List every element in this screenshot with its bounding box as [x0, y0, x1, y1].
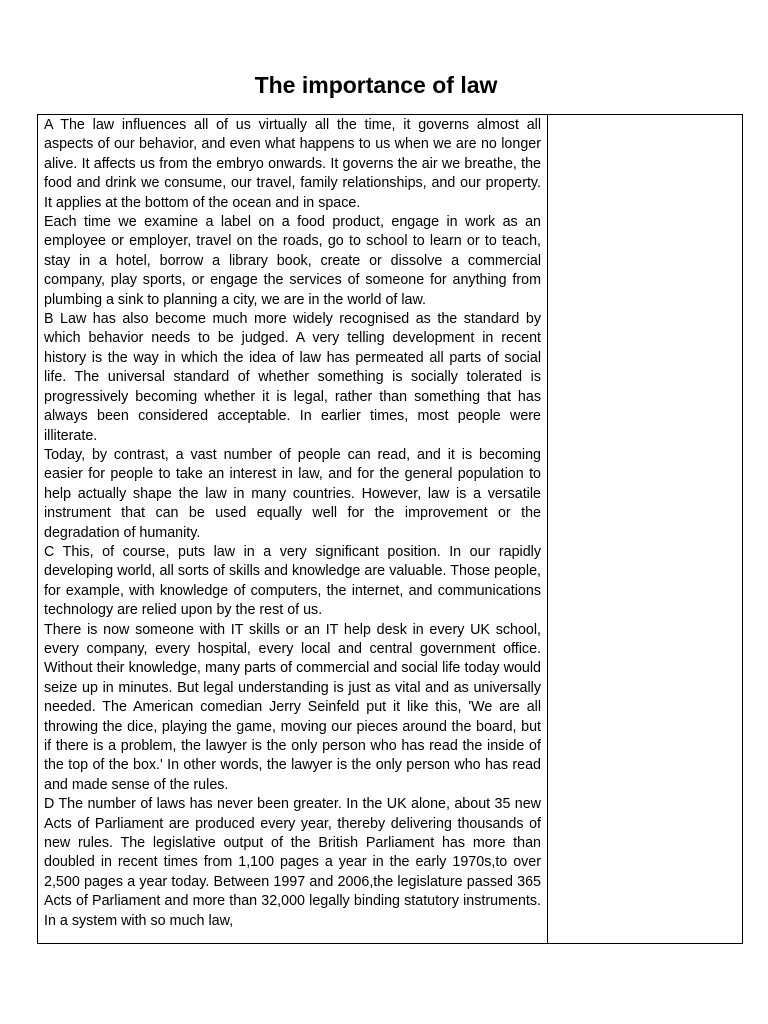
table-row [38, 115, 743, 944]
paragraph-b-continued: Today, by contrast, a vast number of people can read, and it is becoming easier for people to take an interest in law, and for the general population to help actually shape the law in many countries. However, law is a versatile instrument that can be used equally well for the improvement or the degradation of humanity. [44, 446, 541, 541]
paragraph-a-continued: Each time we examine a label on a food product, engage in work as an employee or employer, travel on the roads, go to school to learn or to teach, stay in a hotel, borrow a library book, create or dissolve a commercial company, play sports, or engage the services of someone for anything from plumbing a sink to planning a city, we are in the world of law. [44, 214, 541, 308]
paragraph-c: C This, of course, puts law in a very significant position. In our rapidly developing world, all sorts of skills and knowledge are valuable. Those people, for example, with knowledge of computers, the internet, and communications technology are relied upon by the rest of us. [44, 543, 541, 619]
paragraph-b: B Law has also become much more widely recognised as the standard by which behavior needs to be judged. A very telling development in recent history is the way in which the idea of law has permeated all parts of social life. The universal standard of whether something is socially tolerated is progressively becoming whether it is legal, rather than something that has always been considered acceptable. In earlier times, most people were illiterate. [44, 311, 541, 444]
content-table [37, 114, 743, 944]
paragraph-c-continued: There is now someone with IT skills or an IT help desk in every UK school, every company, every hospital, every local and central government office. Without their knowledge, many parts of commercial and social life today would seize up in minutes. But legal understanding is just as vital and as universally needed. The American comedian Jerry Seinfeld put it like this, 'We are all throwing the dice, playing the game, moving our pieces around the board, but if there is a problem, the lawyer is the only person who has read the inside of the top of the box.' In other words, the lawyer is the only person who has read and made sense of the rules. [44, 621, 541, 793]
paragraph-d: D The number of laws has never been greater. In the UK alone, about 35 new Acts of Parliament are produced every year, thereby delivering thousands of new rules. The legislative output of the British Parliament has more than doubled in recent times from 1,100 pages a year in the early 1970s,to over 2,500 pages a year today. Between 1997 and 2006,the legislature passed 365 Acts of Parliament and more than 32,000 legally binding statutory instruments. In a system with so much law, [44, 796, 541, 929]
text-cell [38, 115, 548, 944]
page-title: The importance of law [254, 72, 498, 98]
text-container [38, 115, 547, 943]
paragraph-a: A The law influences all of us virtually all the time, it governs almost all aspects of our behavior, and even what happens to us when we are no longer alive. It affects us from the embryo onwards. It governs the air we breathe, the food and drink we consume, our travel, family relationships, and our property. It applies at the bottom of the ocean and in space. [44, 117, 541, 211]
empty-cell [548, 115, 743, 944]
